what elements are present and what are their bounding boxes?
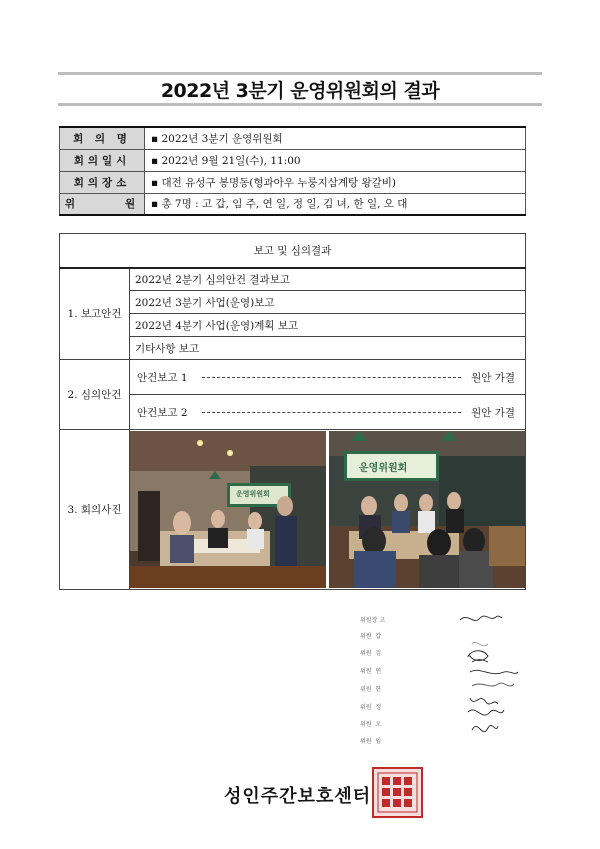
photo-row [60, 430, 526, 590]
report-item: 2022년 3분기 사업(운영)보고 [130, 291, 526, 314]
signer-name: 한 [375, 686, 382, 693]
signer-name: 김 [375, 650, 382, 657]
signer-role: 위원 [360, 668, 372, 675]
info-label: 회의장소 [60, 171, 145, 193]
signer-name: 연 [375, 668, 382, 675]
section-decisions-label: 2. 심의안건 [60, 360, 130, 430]
signer-name: 임 [375, 738, 382, 745]
report-item: 2022년 2분기 심의안건 결과보고 [130, 268, 526, 291]
signer-name: 오 [375, 721, 382, 728]
decision-row [60, 360, 526, 395]
info-value: ▪ 총 7명 : 고 갑, 임 주, 연 일, 정 일, 김 녀, 한 일, 오 대 [145, 193, 526, 215]
signer-role: 위원 [360, 738, 372, 745]
section-photos-label: 3. 회의사진 [60, 430, 130, 590]
report-item: 2022년 4분기 사업(운영)계획 보고 [130, 314, 526, 337]
dashed-leader [202, 377, 461, 378]
signer-role: 위원 [360, 686, 372, 693]
info-label: 회의일시 [60, 149, 145, 171]
section-reports-label: 1. 보고안건 [60, 268, 130, 360]
info-label: 회 의 명 [60, 127, 145, 149]
organization-seal [372, 767, 423, 818]
photo-banner-text: 운영위원회 [236, 490, 270, 498]
organization-name: 성인주간보호센터 [224, 786, 372, 807]
info-row [60, 149, 526, 171]
signer-role: 위원 [360, 650, 372, 657]
report-header: 보고 및 심의결과 [60, 234, 526, 268]
report-row [60, 268, 526, 291]
info-row [60, 171, 526, 193]
document-title: 2022년 3분기 운영위원회의 결과 [160, 79, 440, 102]
photo-banner-text: 운영위원회 [359, 463, 408, 474]
decision-label: 안건보고 1 [137, 371, 188, 384]
signer-name: 정 [375, 704, 382, 711]
handwritten-signatures [360, 612, 540, 752]
signer-name: 갑 [375, 633, 382, 640]
decision-label: 안건보고 2 [137, 406, 188, 419]
info-value: ▪ 2022년 9월 21일(수), 11:00 [145, 149, 526, 171]
info-row [60, 193, 526, 215]
meeting-photo-1 [130, 431, 326, 588]
info-label: 위 원 [60, 193, 145, 215]
report-row [60, 291, 526, 314]
meeting-photo-2 [329, 431, 525, 588]
dashed-leader [202, 412, 461, 413]
signer-role: 위원장 [360, 617, 378, 624]
document-title-bar [58, 72, 542, 106]
decision-row [60, 395, 526, 430]
signer-name: 고 [379, 617, 386, 624]
info-value: ▪ 대전 유성구 봉명동(형과아우 누룽지삼계탕 왕갈비) [145, 171, 526, 193]
info-value: ▪ 2022년 3분기 운영위원회 [145, 127, 526, 149]
signer-role: 위원 [360, 704, 372, 711]
report-row [60, 337, 526, 360]
report-item: 기타사항 보고 [130, 337, 526, 360]
decision-result: 원안 가결 [471, 406, 515, 419]
title-underline-mark: ˙ [298, 108, 301, 115]
report-table [59, 233, 526, 590]
meeting-info-table [59, 126, 526, 216]
info-row [60, 127, 526, 149]
signer-role: 위원 [360, 633, 372, 640]
report-row [60, 314, 526, 337]
decision-result: 원안 가결 [471, 371, 515, 384]
signer-role: 위원 [360, 721, 372, 728]
